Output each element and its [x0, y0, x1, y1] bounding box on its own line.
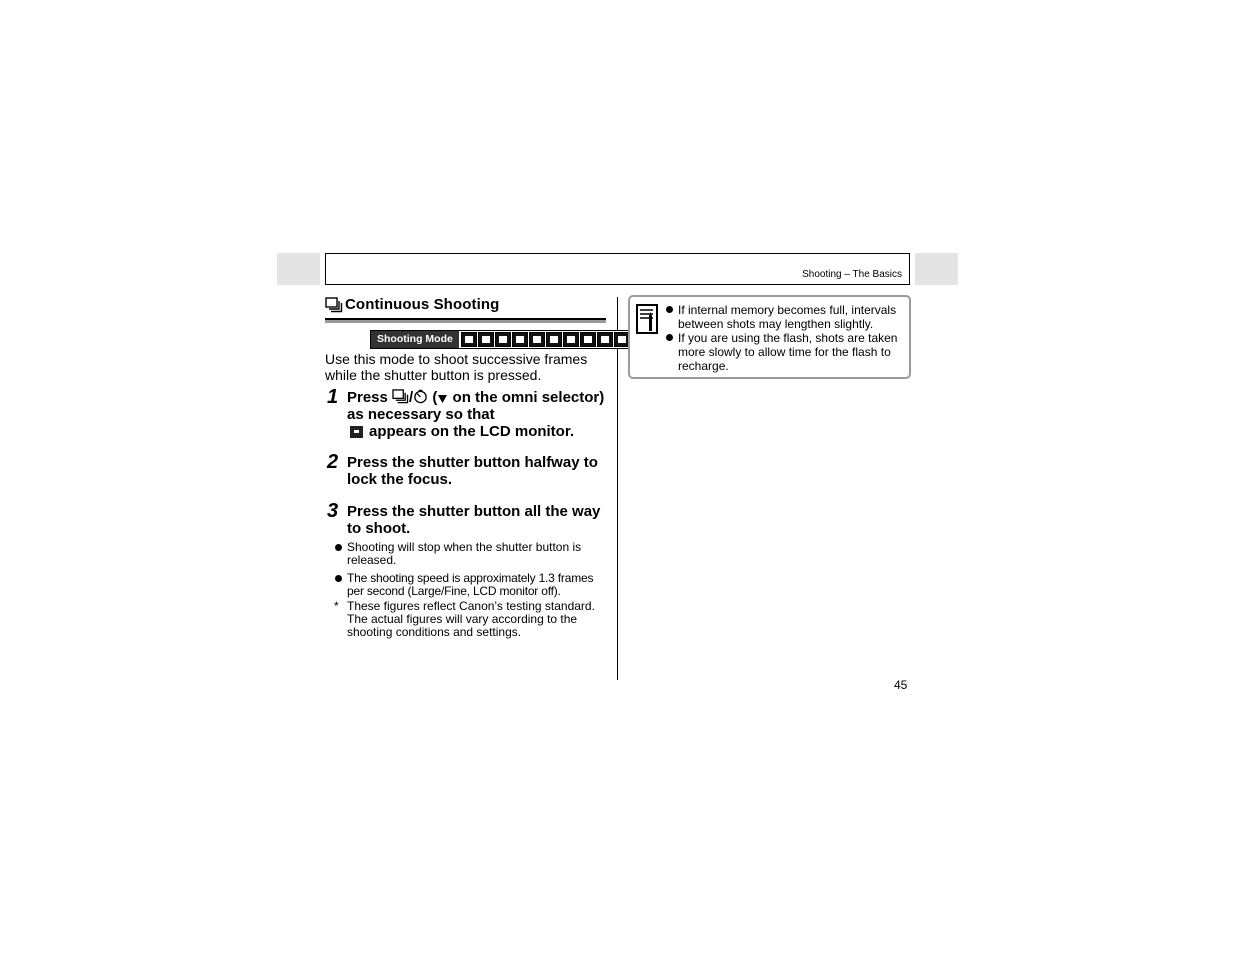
shooting-mode-label: Shooting Mode	[371, 331, 459, 348]
section-title	[325, 296, 606, 313]
step-1-text-b: (	[428, 389, 438, 406]
step-1-text-a: Press	[347, 389, 393, 406]
note-list	[664, 303, 904, 373]
column-divider	[617, 297, 618, 680]
intro-text: Use this mode to shoot successive frames while the shutter button is pressed.	[325, 351, 588, 383]
footnote-mark: *	[334, 599, 339, 613]
auto-mode-icon	[461, 332, 477, 347]
portrait-icon	[495, 332, 511, 347]
landscape-icon	[512, 332, 528, 347]
kids-pets-icon	[546, 332, 562, 347]
step-number: 2	[327, 451, 339, 473]
mode-icons	[459, 331, 632, 348]
footnote-text: These figures reflect Canon’s testing standard. The actual figures will vary according to the shooting conditions and settings.	[347, 599, 595, 639]
memo-icon	[636, 304, 658, 334]
list-item: Shooting will stop when the shutter button is released.	[333, 541, 603, 567]
step-number: 1	[327, 386, 339, 408]
step-text	[347, 389, 612, 440]
self-timer-icon	[413, 389, 428, 404]
step-1-text-d: appears on the LCD monitor.	[369, 423, 575, 440]
night-scene-icon	[529, 332, 545, 347]
manual-mode-icon	[478, 332, 494, 347]
indoor-icon	[563, 332, 579, 347]
section-title-text: Continuous Shooting	[345, 296, 500, 313]
page-header	[325, 253, 910, 285]
step-1-text-c: on the omni selector) as necessary so that	[347, 389, 605, 423]
section-name: Shooting – The Basics	[802, 269, 902, 280]
step-1-slash: /	[409, 389, 414, 406]
down-arrow-icon	[437, 393, 448, 404]
step-text: Press the shutter button halfway to lock the focus.	[347, 454, 598, 488]
lcd-continuous-icon	[350, 426, 363, 438]
footnote	[333, 600, 603, 639]
list-item: The shooting speed is approximately 1.3 frames per second (Large/Fine, LCD monitor off).	[333, 572, 603, 598]
note-box	[628, 295, 911, 379]
page-number: 45	[894, 678, 908, 692]
step-text: Press the shutter button all the way to shoot.	[347, 503, 601, 537]
list-item: If you are using the flash, shots are taken more slowly to allow time for the flash to recharge.	[664, 331, 904, 373]
title-rule-shade	[325, 320, 606, 323]
right-tab	[915, 253, 958, 285]
color-icon	[580, 332, 596, 347]
stitch-assist-icon	[597, 332, 613, 347]
step-number: 3	[327, 500, 339, 522]
step-3-bullets	[333, 541, 603, 639]
shooting-mode-bar	[370, 330, 633, 349]
continuous-shooting-icon	[392, 389, 409, 404]
continuous-shooting-icon	[325, 297, 343, 313]
left-tab	[277, 253, 320, 285]
list-item: If internal memory becomes full, intervals between shots may lengthen slightly.	[664, 303, 904, 331]
